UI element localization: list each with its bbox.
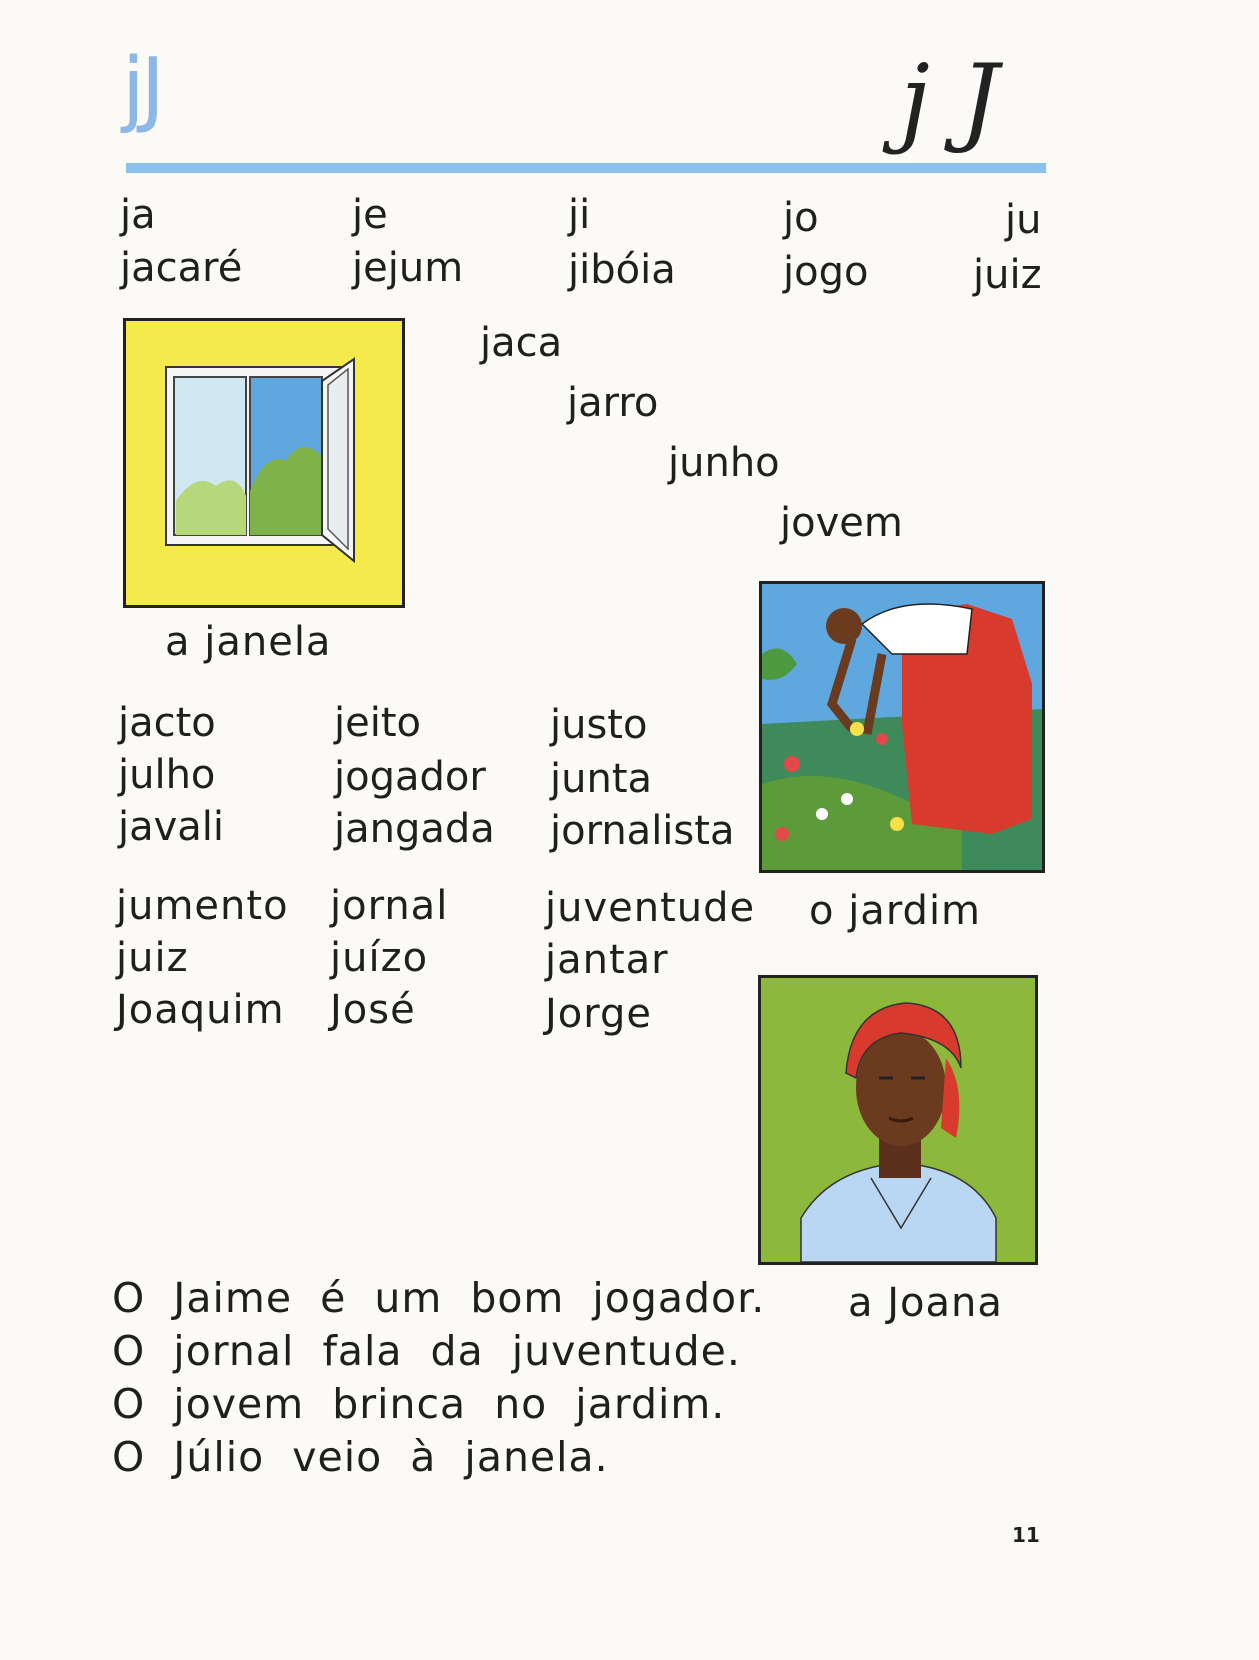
word-juizo: juízo bbox=[330, 935, 429, 981]
word-justo: justo bbox=[550, 702, 648, 748]
word-juiz: juiz bbox=[973, 252, 1042, 298]
word-jose: José bbox=[330, 987, 416, 1033]
sentence-3: O jovem brinca no jardim. bbox=[112, 1380, 726, 1428]
word-julho: julho bbox=[118, 752, 216, 798]
word-jogo: jogo bbox=[783, 249, 869, 295]
syllable-je: je bbox=[352, 192, 388, 238]
caption-garden: o jardim bbox=[809, 888, 982, 934]
word-jumento: jumento bbox=[116, 883, 289, 929]
page-number: 11 bbox=[1012, 1523, 1040, 1547]
woman-portrait bbox=[758, 975, 1038, 1265]
staircase-word-jovem: jovem bbox=[780, 500, 903, 546]
word-jornalista: jornalista bbox=[550, 808, 735, 854]
print-letters-heading: jJ bbox=[122, 41, 161, 136]
syllable-ju: ju bbox=[1005, 197, 1042, 243]
sentence-4: O Júlio veio à janela. bbox=[112, 1433, 609, 1481]
garden-illustration bbox=[759, 581, 1045, 873]
word-joaquim: Joaquim bbox=[116, 987, 285, 1033]
caption-woman: a Joana bbox=[848, 1280, 1003, 1326]
word-jogador: jogador bbox=[334, 754, 486, 800]
sentence-2: O jornal fala da juventude. bbox=[112, 1327, 741, 1375]
word-jangada: jangada bbox=[334, 806, 495, 852]
word-juiz-2: juiz bbox=[116, 935, 189, 981]
syllable-ji: ji bbox=[568, 192, 591, 238]
word-juventude: juventude bbox=[545, 885, 756, 931]
script-letters-heading: j J bbox=[900, 44, 999, 156]
word-jacare: jacaré bbox=[120, 245, 243, 291]
word-jeito: jeito bbox=[334, 700, 421, 746]
word-jantar: jantar bbox=[545, 937, 669, 983]
staircase-word-junho: junho bbox=[668, 440, 780, 486]
word-jorge: Jorge bbox=[545, 991, 653, 1037]
word-jacto: jacto bbox=[118, 700, 216, 746]
word-javali: javali bbox=[118, 804, 225, 850]
staircase-word-jarro: jarro bbox=[567, 380, 659, 426]
syllable-ja: ja bbox=[120, 192, 156, 238]
word-jiboia: jibóia bbox=[568, 247, 676, 293]
syllable-jo: jo bbox=[783, 195, 819, 241]
word-jornal: jornal bbox=[330, 883, 449, 929]
header-rule bbox=[126, 163, 1046, 173]
word-jejum: jejum bbox=[352, 245, 464, 291]
staircase-word-jaca: jaca bbox=[480, 320, 563, 366]
word-junta: junta bbox=[550, 756, 653, 802]
caption-window: a janela bbox=[165, 619, 332, 665]
sentence-1: O Jaime é um bom jogador. bbox=[112, 1274, 766, 1322]
window-illustration bbox=[123, 318, 405, 608]
